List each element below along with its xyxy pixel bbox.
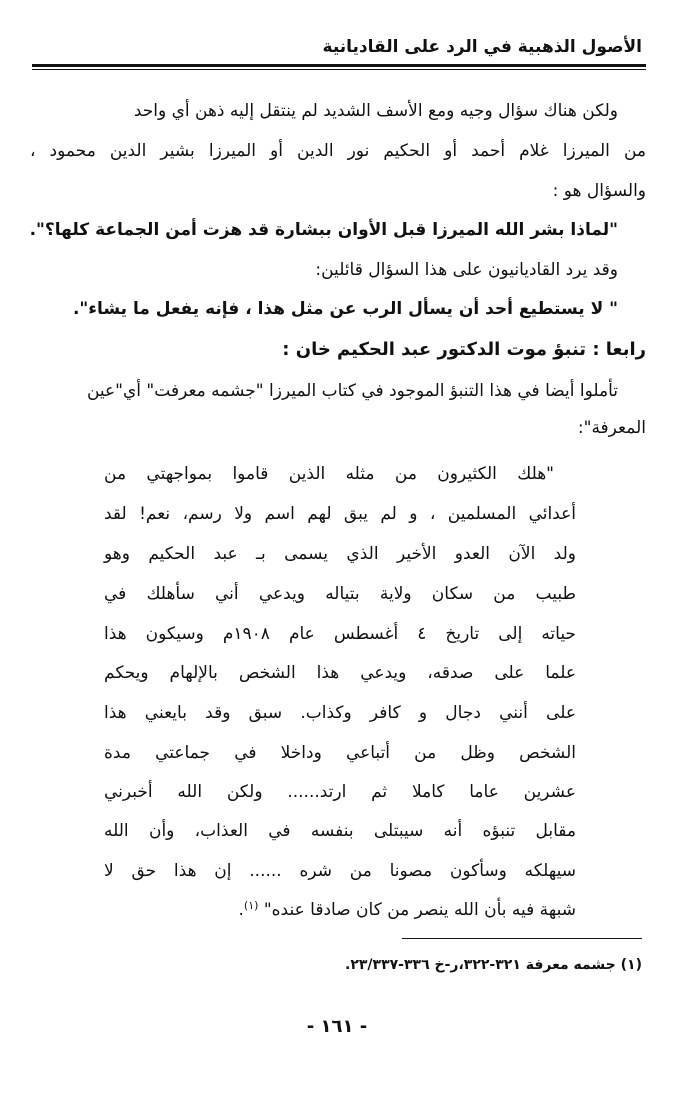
quote-line-8: الشخص وظل من أتباعي وداخلا في جماعتي مدة bbox=[104, 743, 576, 763]
quote-line-11: سيهلكه وسأكون مصونا من شره ...... إن هذا حق لا bbox=[104, 861, 576, 881]
quote-line-4: طبيب من سكان ولاية بتياله ويدعي أني سأهلك في bbox=[104, 584, 576, 604]
quote-line-3: ولد الآن العدو الأخير الذي يسمى بـ عبد الحكيم وهو bbox=[104, 544, 576, 564]
header-rule-thick bbox=[32, 64, 646, 67]
quote-line-10: مقابل تنبؤه أنه سيبتلى بنفسه في العذاب، وأن الله bbox=[104, 821, 576, 841]
running-header-title: الأصول الذهبية في الرد على القاديانية bbox=[322, 37, 642, 57]
quote-line-12 bbox=[104, 896, 576, 924]
body-line-question: "لماذا بشر الله الميرزا قبل الأوان ببشارة قد هزت أمن الجماعة كلها؟". bbox=[29, 220, 618, 240]
body-line-1: ولكن هناك سؤال وجيه ومع الأسف الشديد لم ينتقل إليه ذهن أي واحد bbox=[133, 101, 618, 121]
body-line-answer: " لا يستطيع أحد أن يسأل الرب عن مثل هذا ، فإنه يفعل ما يشاء". bbox=[72, 299, 618, 319]
footnote-separator bbox=[402, 938, 642, 939]
quote-line-5: حياته إلى تاريخ ٤ أغسطس عام ١٩٠٨م وسيكون هذا bbox=[104, 624, 576, 644]
body-line-5: وقد يرد القاديانيون على هذا السؤال قائلين: bbox=[315, 260, 618, 280]
body-line-8: تأملوا أيضا في هذا التنبؤ الموجود في كتاب الميرزا "جشمه معرفت" أي"عين bbox=[86, 381, 618, 401]
footnote: (١) جشمه معرفة ٣٢١-٣٢٢،ر-خ ٣٣٦-٢٣/٣٣٧. bbox=[345, 957, 642, 973]
footnote-marker: (١) bbox=[243, 899, 259, 912]
quote-line-9: عشرين عاما كاملا ثم ارتد...... ولكن الله أخبرني bbox=[104, 782, 576, 802]
quote-line-7: على أنني دجال و كافر وكذاب. سبق وقد بايعني هذا bbox=[104, 703, 576, 723]
section-heading: رابعا : تنبؤ موت الدكتور عبد الحكيم خان : bbox=[282, 339, 646, 360]
body-line-9: المعرفة": bbox=[577, 418, 646, 438]
page-number: - ١٦١ - bbox=[306, 1016, 368, 1037]
quote-line-2: أعدائي المسلمين ، و لم يبق لهم اسم ولا رسم، نعم! لقد bbox=[104, 504, 576, 524]
quote-line-6: علما على صدقه، ويدعي هذا الشخص بالإلهام ويحكم bbox=[104, 663, 576, 683]
body-line-2: من الميرزا غلام أحمد أو الحكيم نور الدين أو الميرزا بشير الدين محمود ، bbox=[30, 141, 646, 161]
quote-end-period: . bbox=[238, 900, 244, 920]
header-rule-thin bbox=[32, 69, 646, 70]
quote-line-1: "هلك الكثيرون من مثله الذين قاموا بمواجهتي من bbox=[104, 464, 554, 484]
body-line-3: والسؤال هو : bbox=[552, 181, 646, 201]
quote-last-text: شبهة فيه بأن الله ينصر من كان صادقا عنده" bbox=[263, 900, 576, 920]
